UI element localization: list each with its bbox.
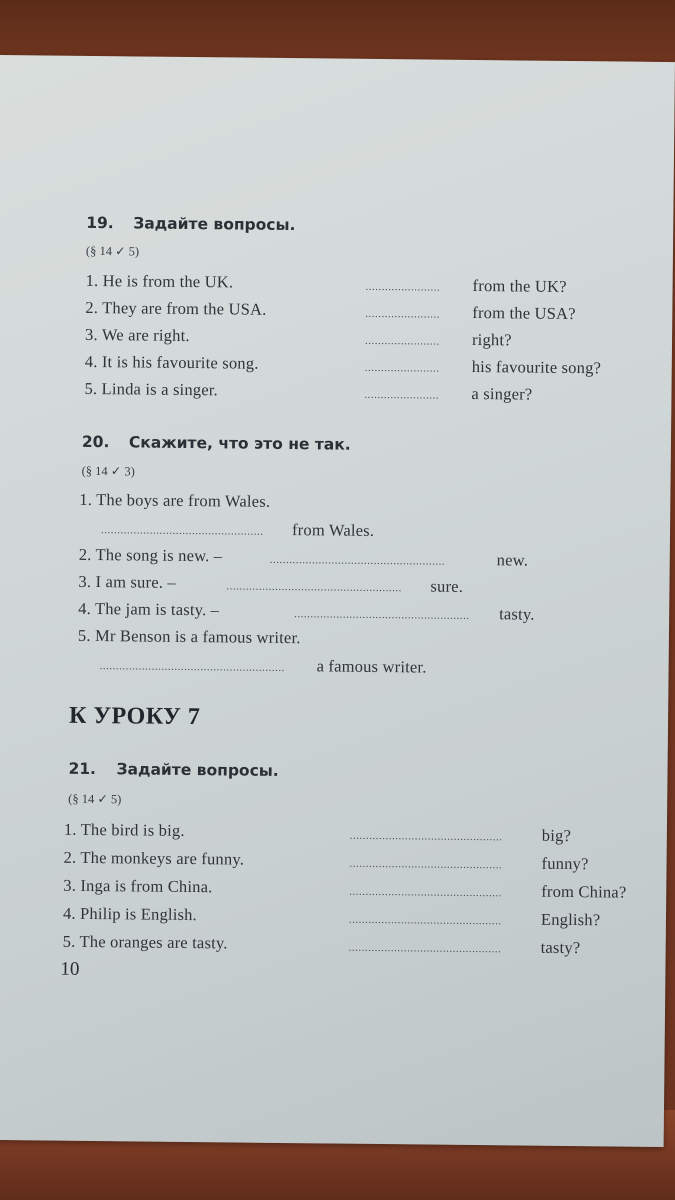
ex20-item-5-ending: a famous writer. xyxy=(316,656,427,677)
exercise-19-title: Задайте вопросы. xyxy=(133,214,296,235)
lesson-heading: К УРОКУ 7 xyxy=(68,702,201,731)
ex21-item-2: 2. The monkeys are funny. xyxy=(63,847,245,869)
ex19-item-2: 2. They are from the USA. xyxy=(85,297,267,319)
exercise-21-number: 21. xyxy=(68,759,97,779)
exercise-19-number: 19. xyxy=(86,213,114,233)
ex19-item-4-ending: his favourite song? xyxy=(471,356,602,378)
exercise-21-reference: (§ 14 ✓ 5) xyxy=(68,791,122,807)
page-number: 10 xyxy=(60,958,80,980)
ex19-item-3-ending: right? xyxy=(471,329,512,350)
answer-blank: ............................................... xyxy=(349,829,503,844)
answer-blank: ............................................... xyxy=(349,885,503,900)
exercise-19-reference: (§ 14 ✓ 5) xyxy=(85,243,140,259)
ex21-item-4-ending: English? xyxy=(540,909,601,930)
answer-blank: ....................... xyxy=(364,334,440,348)
exercise-21-title: Задайте вопросы. xyxy=(116,760,279,780)
answer-blank: ............................................... xyxy=(348,913,502,928)
answer-blank: ....................... xyxy=(364,388,440,402)
answer-blank: ...................................................... xyxy=(226,580,403,595)
answer-blank: ............................................... xyxy=(348,941,502,956)
ex19-item-3: 3. We are right. xyxy=(84,324,190,346)
answer-blank: ............................................... xyxy=(349,857,503,872)
ex21-item-5: 5. The oranges are tasty. xyxy=(62,931,228,953)
answer-blank: ...................................................... xyxy=(294,608,470,622)
ex21-item-3-ending: from China? xyxy=(541,881,627,902)
exercise-20-title: Скажите, что это не так. xyxy=(128,433,351,454)
answer-blank: .................................................. xyxy=(100,524,264,538)
ex20-item-4: 4. The jam is tasty. – xyxy=(78,598,220,620)
answer-blank: ...................................................... xyxy=(269,553,446,568)
ex21-item-1: 1. The bird is big. xyxy=(63,819,185,840)
workbook-page xyxy=(0,55,675,1147)
ex20-item-2-ending: new. xyxy=(496,550,529,570)
ex20-item-2: 2. The song is new. – xyxy=(78,544,223,566)
ex19-item-2-ending: from the USA? xyxy=(472,302,576,324)
ex19-item-1-ending: from the UK? xyxy=(472,275,567,296)
exercise-20-reference: (§ 14 ✓ 3) xyxy=(81,463,135,479)
ex19-item-5-ending: a singer? xyxy=(471,383,533,404)
ex20-item-1-ending: from Wales. xyxy=(291,520,375,540)
ex19-item-5: 5. Linda is a singer. xyxy=(84,378,219,400)
ex20-item-3-ending: sure. xyxy=(430,576,464,596)
ex21-item-4: 4. Philip is English. xyxy=(62,903,198,925)
answer-blank: ......................................................... xyxy=(99,660,285,675)
ex19-item-1: 1. He is from the UK. xyxy=(85,270,234,292)
answer-blank: ....................... xyxy=(364,361,440,375)
ex21-item-1-ending: big? xyxy=(541,825,572,846)
ex21-item-3: 3. Inga is from China. xyxy=(63,875,213,897)
ex20-item-4-ending: tasty. xyxy=(499,604,535,624)
answer-blank: ....................... xyxy=(365,307,441,321)
ex20-item-1: 1. The boys are from Wales. xyxy=(79,489,271,511)
ex19-item-4: 4. It is his favourite song. xyxy=(84,351,259,373)
ex21-item-2-ending: funny? xyxy=(541,853,589,874)
ex21-item-5-ending: tasty? xyxy=(540,937,581,958)
answer-blank: ....................... xyxy=(365,280,441,294)
ex20-item-3: 3. I am sure. – xyxy=(78,571,176,592)
exercise-20-number: 20. xyxy=(81,432,110,452)
ex20-item-5: 5. Mr Benson is a famous writer. xyxy=(77,625,301,648)
